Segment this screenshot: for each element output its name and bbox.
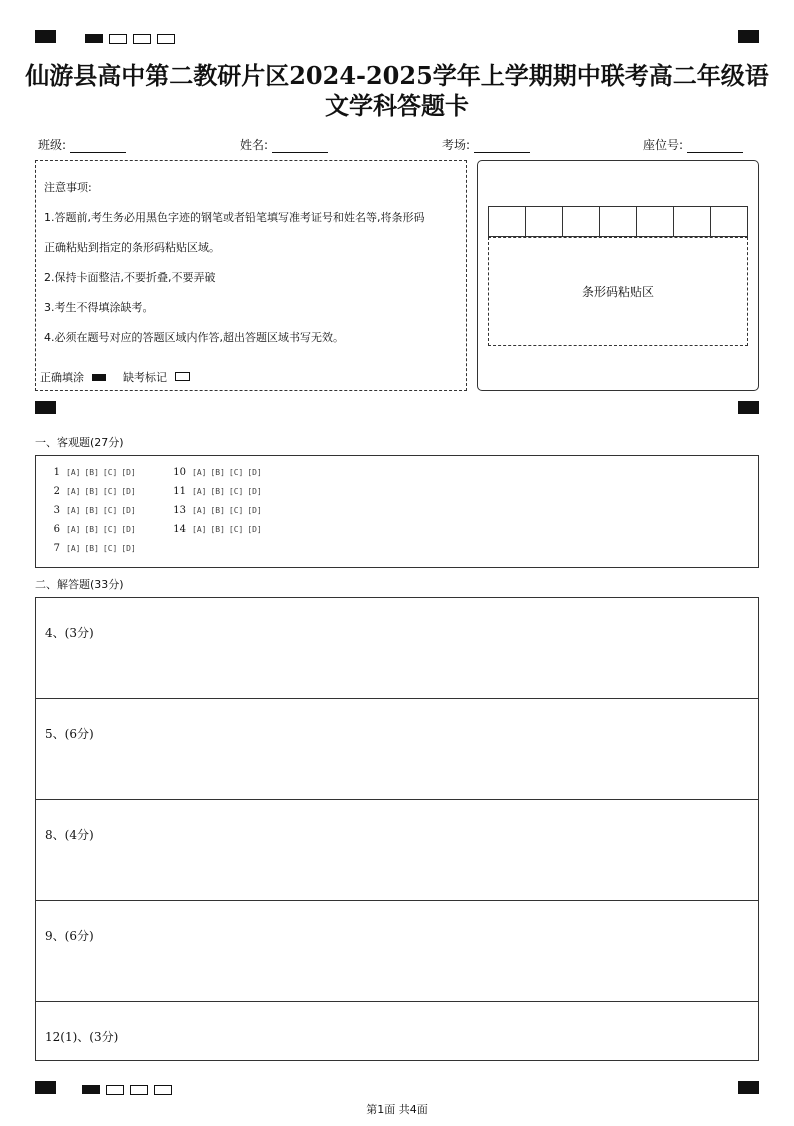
alignment-mark-bottom-right (738, 1081, 759, 1094)
option-a-bubble[interactable]: [A] (66, 468, 81, 477)
option-a-bubble[interactable]: [A] (192, 468, 207, 477)
answer-area-q5[interactable] (35, 698, 759, 800)
section-objective-title: 一、客观题(27分) (35, 436, 124, 449)
seat-label: 座位号: (643, 138, 684, 152)
question-number: 2 (53, 486, 60, 497)
option-c-bubble[interactable]: [C] (102, 506, 118, 515)
answer-label: 5、(6分) (45, 727, 94, 741)
answer-area-q8[interactable] (35, 799, 759, 901)
exam-number-cell[interactable] (600, 206, 637, 237)
option-c-bubble[interactable]: [C] (228, 487, 244, 496)
alignment-mark-top-left (35, 30, 56, 43)
answer-label: 8、(4分) (45, 828, 94, 842)
question-row (46, 543, 140, 554)
option-c-bubble[interactable]: [C] (102, 487, 118, 496)
page-indicator-empty-box (133, 34, 151, 44)
exam-number-cell[interactable] (526, 206, 563, 237)
answer-area-q12-1[interactable] (35, 1001, 759, 1061)
question-row (46, 467, 140, 478)
option-d-bubble[interactable]: [D] (247, 525, 262, 534)
option-c-bubble[interactable]: [C] (228, 525, 244, 534)
exam-room-field[interactable] (442, 136, 530, 153)
seat-field[interactable] (643, 136, 743, 153)
question-row (46, 524, 140, 535)
correct-fill-label: 正确填涂 (40, 371, 84, 384)
question-number: 1 (53, 467, 60, 478)
question-number: 6 (53, 524, 60, 535)
question-row (172, 505, 266, 516)
page-indicator-empty-box (130, 1085, 148, 1095)
option-d-bubble[interactable]: [D] (121, 525, 136, 534)
answer-area-q4[interactable] (35, 597, 759, 699)
class-input-line[interactable] (70, 142, 126, 153)
page-indicator-empty-box (109, 34, 127, 44)
question-number: 7 (53, 543, 60, 554)
option-a-bubble[interactable]: [A] (192, 506, 207, 515)
option-a-bubble[interactable]: [A] (192, 487, 207, 496)
exam-number-cell[interactable] (488, 206, 526, 237)
notice-item-1-line-1: 1.答题前,考生务必用黑色字迹的钢笔或者铅笔填写准考证号和姓名等,将条形码 (44, 211, 425, 224)
notice-item-2: 2.保持卡面整洁,不要折叠,不要弄破 (44, 271, 216, 284)
question-number: 10 (173, 467, 186, 478)
option-a-bubble[interactable]: [A] (66, 506, 81, 515)
seat-input-line[interactable] (687, 142, 743, 153)
alignment-mark-bottom-left (35, 1081, 56, 1094)
option-a-bubble[interactable]: [A] (66, 525, 81, 534)
option-c-bubble[interactable]: [C] (102, 544, 118, 553)
class-label: 班级: (38, 138, 67, 152)
question-row (172, 486, 266, 497)
question-row (172, 524, 266, 535)
answer-label: 9、(6分) (45, 929, 94, 943)
notice-item-1-line-2: 正确粘贴到指定的条形码粘贴区域。 (44, 241, 220, 254)
exam-number-cell[interactable] (674, 206, 711, 237)
option-b-bubble[interactable]: [B] (210, 506, 225, 515)
option-d-bubble[interactable]: [D] (121, 506, 136, 515)
option-b-bubble[interactable]: [B] (210, 468, 225, 477)
notice-item-4: 4.必须在题号对应的答题区域内作答,超出答题区域书写无效。 (44, 331, 344, 344)
absent-mark-checkbox[interactable] (175, 372, 190, 381)
notice-item-3: 3.考生不得填涂缺考。 (44, 301, 154, 314)
option-a-bubble[interactable]: [A] (66, 487, 81, 496)
exam-number-grid (488, 206, 748, 237)
name-field[interactable] (240, 136, 328, 153)
name-label: 姓名: (240, 138, 269, 152)
option-d-bubble[interactable]: [D] (121, 487, 136, 496)
exam-room-label: 考场: (442, 138, 471, 152)
exam-number-cell[interactable] (563, 206, 600, 237)
exam-room-input-line[interactable] (474, 142, 530, 153)
alignment-mark-top-right (738, 30, 759, 43)
answer-label: 12(1)、(3分) (45, 1030, 119, 1044)
question-number: 11 (173, 486, 186, 497)
question-row (46, 486, 140, 497)
option-d-bubble[interactable]: [D] (247, 506, 262, 515)
option-a-bubble[interactable]: [A] (192, 525, 207, 534)
barcode-label: 条形码粘贴区 (581, 285, 654, 299)
option-b-bubble[interactable]: [B] (84, 506, 99, 515)
page-indicator-empty-box (106, 1085, 124, 1095)
option-b-bubble[interactable]: [B] (84, 544, 99, 553)
option-b-bubble[interactable]: [B] (84, 525, 99, 534)
option-d-bubble[interactable]: [D] (247, 487, 262, 496)
notice-heading: 注意事项: (44, 181, 92, 194)
option-d-bubble[interactable]: [D] (247, 468, 262, 477)
section-subjective-title: 二、解答题(33分) (35, 578, 124, 591)
page-indicator-empty-box (154, 1085, 172, 1095)
exam-number-cell[interactable] (637, 206, 674, 237)
option-d-bubble[interactable]: [D] (121, 468, 136, 477)
name-input-line[interactable] (272, 142, 328, 153)
option-a-bubble[interactable]: [A] (66, 544, 81, 553)
barcode-paste-area (488, 237, 748, 346)
alignment-mark-mid-left (35, 401, 56, 414)
correct-fill-sample (92, 374, 106, 381)
question-number: 3 (53, 505, 60, 516)
page-number: 第1面 共4面 (366, 1103, 428, 1116)
option-c-bubble[interactable]: [C] (102, 468, 118, 477)
page-indicator-empty-box (157, 34, 175, 44)
option-c-bubble[interactable]: [C] (102, 525, 118, 534)
question-number: 13 (173, 505, 186, 516)
objective-answer-box (35, 455, 759, 568)
option-b-bubble[interactable]: [B] (210, 487, 225, 496)
page-title-line1: 仙游县高中第二教研片区2024-2025学年上学期期中联考高二年级语 (25, 61, 769, 90)
page-title-line2: 文学科答题卡 (325, 91, 469, 120)
option-c-bubble[interactable]: [C] (228, 506, 244, 515)
answer-area-q9[interactable] (35, 900, 759, 1002)
option-c-bubble[interactable]: [C] (228, 468, 244, 477)
page-indicator-filled-box (82, 1085, 100, 1094)
answer-label: 4、(3分) (45, 626, 94, 640)
question-row (46, 505, 140, 516)
question-row (172, 467, 266, 478)
page-indicator-filled-box (85, 34, 103, 43)
fill-legend (40, 369, 190, 385)
absent-mark-label: 缺考标记 (123, 371, 167, 384)
class-field[interactable] (38, 136, 126, 153)
option-b-bubble[interactable]: [B] (210, 525, 225, 534)
exam-number-cell[interactable] (711, 206, 748, 237)
option-d-bubble[interactable]: [D] (121, 544, 136, 553)
notice-box (35, 160, 467, 391)
question-number: 14 (173, 524, 186, 535)
option-b-bubble[interactable]: [B] (84, 468, 99, 477)
option-b-bubble[interactable]: [B] (84, 487, 99, 496)
alignment-mark-mid-right (738, 401, 759, 414)
